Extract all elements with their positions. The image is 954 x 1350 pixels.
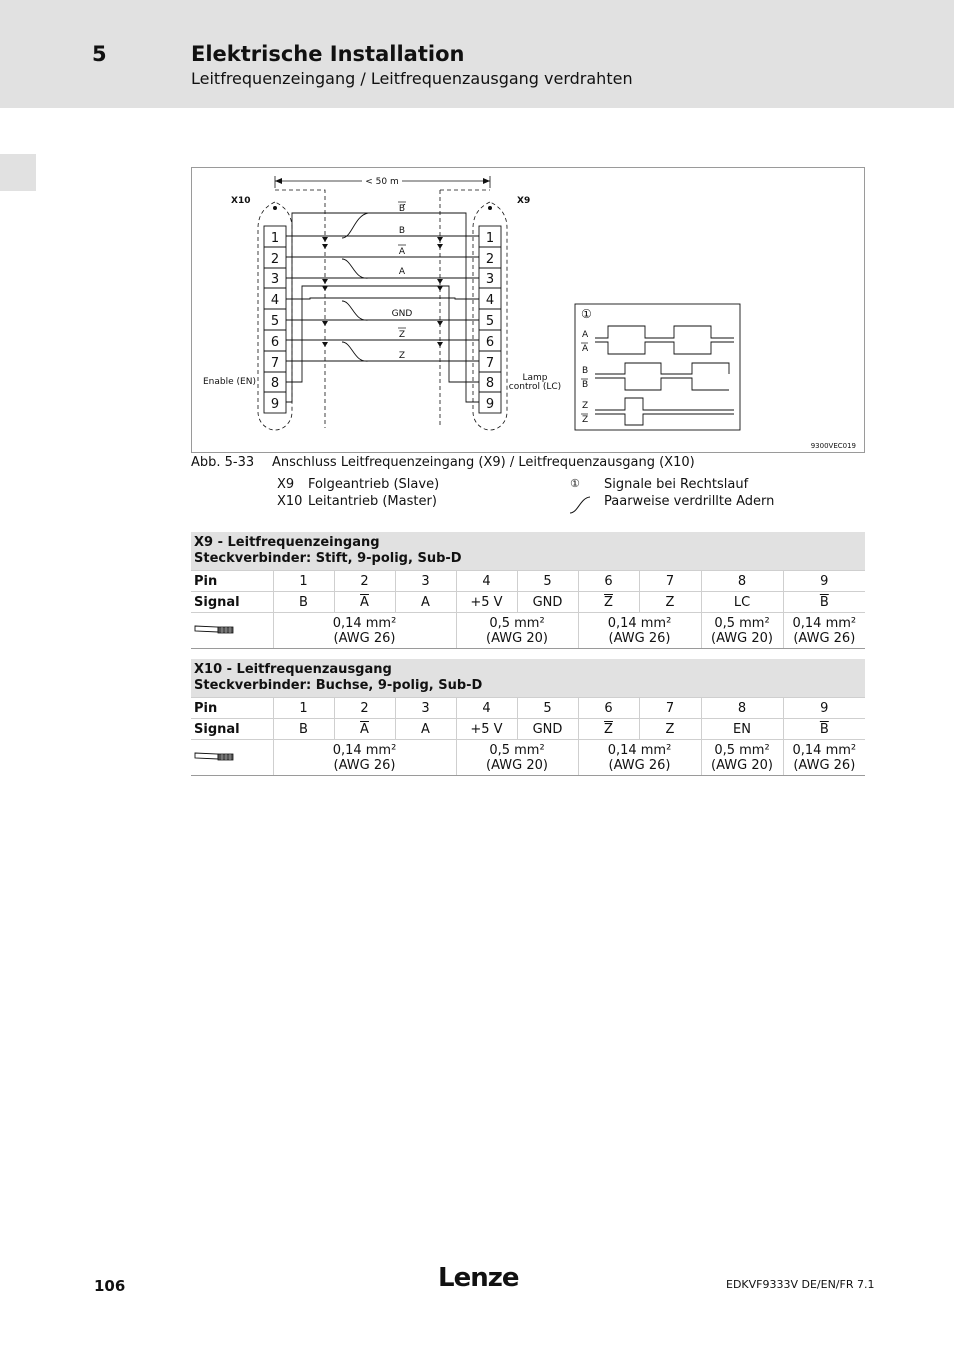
pin-cell: 8 [701, 571, 783, 592]
signal-label: Signal [191, 719, 273, 740]
wire-label-gnd: GND [391, 309, 413, 319]
right-pin-1: 1 [485, 231, 495, 246]
left-pin-7: 7 [270, 356, 280, 371]
left-pin-1: 1 [270, 231, 280, 246]
table-x9-title: X9 - Leitfrequenzeingang [194, 535, 380, 550]
wire-group-cell: 0,5 mm² (AWG 20) [456, 613, 578, 649]
signal-cell: A [395, 592, 456, 613]
timing-signal-z: Z [582, 401, 589, 411]
table-row [191, 719, 865, 740]
pin-cell: 2 [334, 571, 395, 592]
wire-group-cell: 0,5 mm² (AWG 20) [701, 613, 783, 649]
pin-label: Pin [191, 571, 273, 592]
table-row [191, 698, 865, 719]
pin-label: Pin [191, 698, 273, 719]
table-x10-title: X10 - Leitfrequenzausgang [194, 662, 392, 677]
wire-group-cell: 0,14 mm² (AWG 26) [783, 740, 865, 776]
left-pin-4: 4 [270, 293, 280, 308]
pin-cell: 6 [578, 571, 639, 592]
wire-group-cell: 0,14 mm² (AWG 26) [273, 613, 456, 649]
signal-cell: EN [701, 719, 783, 740]
table-x10 [191, 659, 865, 776]
pin-cell: 8 [701, 698, 783, 719]
signal-cell: B [273, 592, 334, 613]
right-pin-9: 9 [485, 397, 495, 412]
wire-cross-section-icon-cell [191, 740, 273, 776]
pin-cell: 4 [456, 698, 517, 719]
chapter-side-tab [0, 154, 36, 191]
wire-group-cell: 0,14 mm² (AWG 26) [783, 613, 865, 649]
chapter-number: 5 [92, 42, 107, 66]
timing-signal-a-bar: A [582, 344, 589, 354]
left-pin-9: 9 [270, 397, 280, 412]
signal-cell: B [273, 719, 334, 740]
timing-marker: ① [581, 307, 592, 321]
signal-label: Signal [191, 592, 273, 613]
figure-number: Abb. 5-33 [191, 455, 255, 470]
wiring-lines [286, 213, 479, 402]
timing-signal-b-bar: B [582, 380, 589, 390]
left-pin-6: 6 [270, 335, 280, 350]
right-connector-label: X9 [517, 196, 531, 206]
table-row [191, 571, 865, 592]
table-x10-header [191, 659, 865, 698]
legend-key-signals: ① [570, 477, 580, 490]
chapter-header [0, 0, 954, 108]
wire-label-b: B [398, 226, 406, 236]
wire-group-cell: 0,14 mm² (AWG 26) [273, 740, 456, 776]
pin-cell: 5 [517, 698, 578, 719]
pin-cell: 1 [273, 571, 334, 592]
shield-connection-dots [322, 237, 443, 347]
right-pin-7: 7 [485, 356, 495, 371]
wire-label-z: Z [398, 351, 406, 361]
enable-label: Enable (EN) [203, 377, 256, 387]
signal-cell: Z [639, 592, 701, 613]
table-x9-header [191, 532, 865, 571]
right-pin-3: 3 [485, 272, 495, 287]
distance-label: < 50 m [365, 177, 399, 187]
wire-cross-section-icon [194, 623, 236, 635]
right-pin-6: 6 [485, 335, 495, 350]
signal-cell: $\overline{Z}$ [578, 592, 639, 613]
pin-cell: 2 [334, 698, 395, 719]
left-pin-5: 5 [270, 314, 280, 329]
pin-cell: 6 [578, 698, 639, 719]
left-pin-2: 2 [270, 252, 280, 267]
left-pin-column [264, 226, 286, 413]
pin-cell: 1 [273, 698, 334, 719]
signal-cell: GND [517, 719, 578, 740]
left-pin-3: 3 [270, 272, 280, 287]
signal-cell: $\overline{A}$ [334, 719, 395, 740]
wire-group-cell: 0,5 mm² (AWG 20) [456, 740, 578, 776]
signal-cell: GND [517, 592, 578, 613]
wiring-diagram-svg [192, 168, 864, 452]
wire-label-a-bar: A [398, 247, 406, 257]
signal-cell: $\overline{Z}$ [578, 719, 639, 740]
wire-label-b-bar: B [398, 204, 406, 214]
wire-group-cell: 0,14 mm² (AWG 26) [578, 613, 701, 649]
signal-cell: $\overline{B}$ [783, 719, 865, 740]
signal-cell: $\overline{A}$ [334, 592, 395, 613]
table-x10-subtitle: Steckverbinder: Buchse, 9-polig, Sub-D [194, 678, 483, 693]
document-id: EDKVF9333V DE/EN/FR 7.1 [726, 1278, 875, 1291]
timing-diagram [575, 304, 740, 430]
right-pin-4: 4 [485, 293, 495, 308]
lenze-logo: Lenze [438, 1263, 519, 1293]
timing-signal-b: B [582, 366, 589, 376]
signal-cell: LC [701, 592, 783, 613]
lamp-label-line1: Lamp [522, 373, 548, 383]
signal-cell: Z [639, 719, 701, 740]
pin-cell: 4 [456, 571, 517, 592]
signal-cell: +5 V [456, 719, 517, 740]
signal-cell: +5 V [456, 592, 517, 613]
timing-signal-z-bar: Z [582, 415, 589, 425]
table-row [191, 740, 865, 776]
pin-cell: 7 [639, 571, 701, 592]
table-row [191, 592, 865, 613]
twisted-pair-icon [568, 495, 592, 515]
right-pin-8: 8 [485, 376, 495, 391]
left-pin-8: 8 [270, 376, 280, 391]
pin-cell: 5 [517, 571, 578, 592]
figure-caption: Anschluss Leitfrequenzeingang (X9) / Leitfrequenzausgang (X10) [272, 455, 695, 470]
legend-text-twisted-pair: Paarweise verdrillte Adern [604, 494, 775, 509]
wiring-diagram [191, 167, 865, 453]
legend-text-x9: Folgeantrieb (Slave) [308, 477, 440, 492]
wire-group-cell: 0,14 mm² (AWG 26) [578, 740, 701, 776]
wire-label-z-bar: Z [398, 330, 406, 340]
legend-key-x10: X10 [277, 494, 303, 509]
table-x9 [191, 532, 865, 649]
legend-key-x9: X9 [277, 477, 295, 492]
wire-label-a: A [398, 267, 406, 277]
pin-cell: 9 [783, 698, 865, 719]
chapter-subtitle: Leitfrequenzeingang / Leitfrequenzausgang verdrahten [191, 69, 633, 88]
wire-group-cell: 0,5 mm² (AWG 20) [701, 740, 783, 776]
lamp-label-line2: control (LC) [508, 382, 562, 392]
legend-text-signals: Signale bei Rechtslauf [604, 477, 749, 492]
signal-cell: $\overline{B}$ [783, 592, 865, 613]
pin-cell: 3 [395, 698, 456, 719]
right-pin-5: 5 [485, 314, 495, 329]
signal-cell: A [395, 719, 456, 740]
wire-cross-section-icon [194, 750, 236, 762]
table-x9-subtitle: Steckverbinder: Stift, 9-polig, Sub-D [194, 551, 462, 566]
legend-text-x10: Leitantrieb (Master) [308, 494, 437, 509]
pin-cell: 9 [783, 571, 865, 592]
right-pin-column [479, 226, 501, 413]
left-connector-label: X10 [231, 196, 251, 206]
page-number: 106 [94, 1277, 126, 1295]
table-row [191, 613, 865, 649]
timing-signal-a: A [582, 330, 589, 340]
figure-id: 9300VEC019 [810, 442, 856, 450]
right-pin-2: 2 [485, 252, 495, 267]
pin-cell: 3 [395, 571, 456, 592]
pin-cell: 7 [639, 698, 701, 719]
wire-cross-section-icon-cell [191, 613, 273, 649]
chapter-title: Elektrische Installation [191, 42, 465, 66]
